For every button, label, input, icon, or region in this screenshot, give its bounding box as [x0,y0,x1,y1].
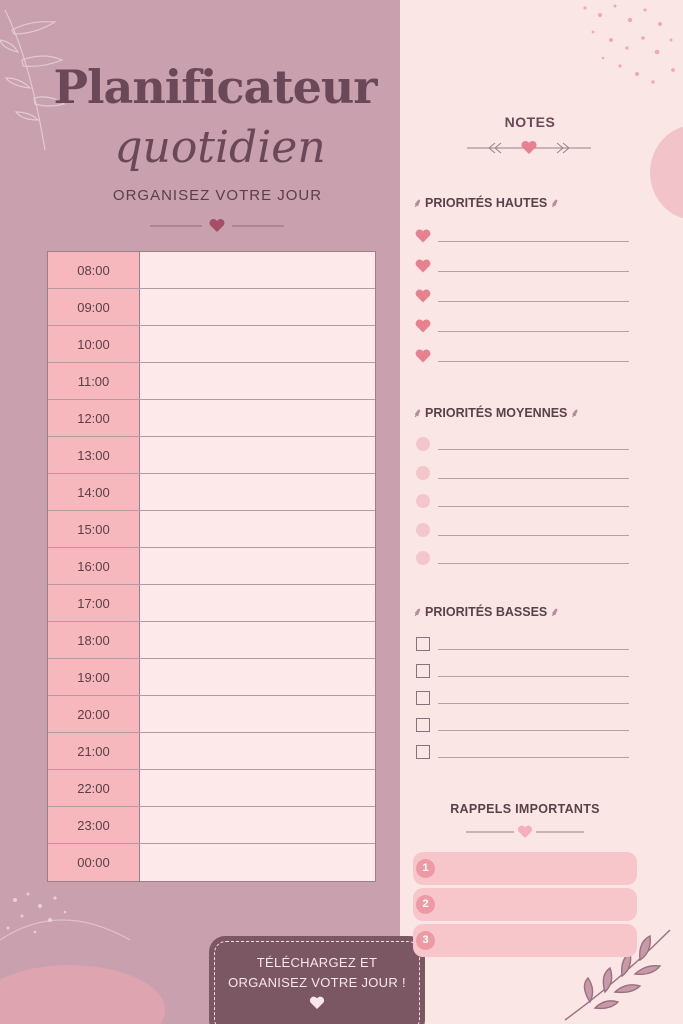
time-slot-field[interactable] [140,437,375,473]
dot-icon [416,494,430,508]
reminder-field[interactable] [413,924,637,957]
medium-note-item[interactable] [415,436,629,452]
schedule-row [48,511,375,548]
heart-icon [415,289,431,303]
checkbox[interactable] [416,745,430,759]
schedule-row [48,252,375,289]
medium-priority-label: PRIORITÉS MOYENNES [425,405,568,420]
time-slot-field[interactable] [140,844,375,881]
reminders-divider-icon [466,824,584,840]
high-note-item[interactable] [415,288,629,304]
dot-icon [416,437,430,451]
reminder-number: 3 [416,931,435,950]
time-slot-field[interactable] [140,807,375,843]
low-note-item[interactable] [415,663,629,679]
schedule-row [48,696,375,733]
high-note-item[interactable] [415,318,629,334]
blob-decoration-icon [0,880,220,1024]
time-slot-field[interactable] [140,585,375,621]
heart-divider-icon [150,216,284,236]
medium-note-item[interactable] [415,522,629,538]
reminder-number: 1 [416,859,435,878]
time-slot-field[interactable] [140,659,375,695]
low-note-item[interactable] [415,744,629,760]
note-line[interactable] [438,506,629,507]
high-note-item[interactable] [415,258,629,274]
medium-note-item[interactable] [415,550,629,566]
schedule-row [48,474,375,511]
high-note-item[interactable] [415,348,629,364]
time-slot-field[interactable] [140,326,375,362]
note-line[interactable] [438,676,629,677]
notes-divider-icon [467,139,591,157]
time-label: 16:00 [48,548,140,584]
schedule-row [48,437,375,474]
checkbox[interactable] [416,691,430,705]
time-slot-field[interactable] [140,733,375,769]
time-slot-field[interactable] [140,400,375,436]
time-label: 23:00 [48,807,140,843]
sprig-icon: ⸙ [550,196,560,210]
schedule-row [48,326,375,363]
time-label: 18:00 [48,622,140,658]
sprig-icon: ⸙ [413,406,423,420]
note-line[interactable] [438,563,629,564]
time-slot-field[interactable] [140,696,375,732]
reminder-field[interactable] [413,852,637,885]
heart-icon [415,319,431,333]
time-label: 00:00 [48,844,140,881]
schedule-row [48,733,375,770]
sprig-icon: ⸙ [550,605,560,619]
schedule-row [48,585,375,622]
low-note-item[interactable] [415,636,629,652]
heart-icon [415,229,431,243]
notes-title: NOTES [504,114,556,130]
schedule-row [48,289,375,326]
download-cta-button[interactable] [209,936,425,1024]
time-label: 11:00 [48,363,140,399]
time-label: 22:00 [48,770,140,806]
schedule-row [48,363,375,400]
dot-icon [416,466,430,480]
note-line[interactable] [438,649,629,650]
time-slot-field[interactable] [140,511,375,547]
reminder-number: 2 [416,895,435,914]
time-label: 12:00 [48,400,140,436]
schedule-row [48,400,375,437]
schedule-row [48,659,375,696]
schedule-row [48,770,375,807]
low-priority-label: PRIORITÉS BASSES [425,604,548,619]
note-line[interactable] [438,449,629,450]
sprig-icon: ⸙ [413,605,423,619]
sprig-icon: ⸙ [413,196,423,210]
low-note-item[interactable] [415,717,629,733]
time-label: 21:00 [48,733,140,769]
time-label: 20:00 [48,696,140,732]
time-slot-field[interactable] [140,252,375,288]
time-label: 14:00 [48,474,140,510]
note-line[interactable] [438,271,629,272]
reminders-title: RAPPELS IMPORTANTS [450,802,600,816]
note-line[interactable] [438,241,629,242]
time-slot-field[interactable] [140,622,375,658]
note-line[interactable] [438,361,629,362]
heart-icon [415,349,431,363]
time-slot-field[interactable] [140,363,375,399]
note-line[interactable] [438,535,629,536]
heart-icon [309,996,325,1010]
time-label: 09:00 [48,289,140,325]
note-line[interactable] [438,478,629,479]
note-line[interactable] [438,730,629,731]
note-line[interactable] [438,331,629,332]
checkbox[interactable] [416,718,430,732]
reminder-field[interactable] [413,888,637,921]
sprig-icon: ⸙ [570,406,580,420]
low-priority-heading [413,603,559,620]
time-slot-field[interactable] [140,289,375,325]
note-line[interactable] [438,301,629,302]
medium-note-item[interactable] [415,465,629,481]
note-line[interactable] [438,703,629,704]
time-label: 10:00 [48,326,140,362]
checkbox[interactable] [416,637,430,651]
time-label: 15:00 [48,511,140,547]
dot-icon [416,551,430,565]
time-label: 19:00 [48,659,140,695]
medium-note-item[interactable] [415,493,629,509]
time-label: 17:00 [48,585,140,621]
page-script-title: quotidien [114,122,326,173]
hourly-schedule [47,251,376,882]
dots-decoration-icon [575,0,683,90]
schedule-row [48,807,375,844]
high-note-item[interactable] [415,228,629,244]
page-subtitle: ORGANISEZ VOTRE JOUR [112,187,323,204]
schedule-row [48,548,375,585]
schedule-row [48,622,375,659]
medium-priority-heading [413,404,579,421]
time-slot-field[interactable] [140,474,375,510]
checkbox[interactable] [416,664,430,678]
note-line[interactable] [438,757,629,758]
time-label: 08:00 [48,252,140,288]
cta-label-line2: ORGANISEZ VOTRE JOUR ! [228,975,406,990]
high-priority-label: PRIORITÉS HAUTES [425,195,548,210]
cta-label-line1: TÉLÉCHARGEZ ET [256,955,378,970]
time-slot-field[interactable] [140,770,375,806]
low-note-item[interactable] [415,690,629,706]
heart-icon [415,259,431,273]
high-priority-heading [413,194,559,211]
circle-decoration [650,125,683,220]
time-slot-field[interactable] [140,548,375,584]
page-title: Planificateur [53,60,377,114]
schedule-row [48,844,375,881]
dot-icon [416,523,430,537]
time-label: 13:00 [48,437,140,473]
